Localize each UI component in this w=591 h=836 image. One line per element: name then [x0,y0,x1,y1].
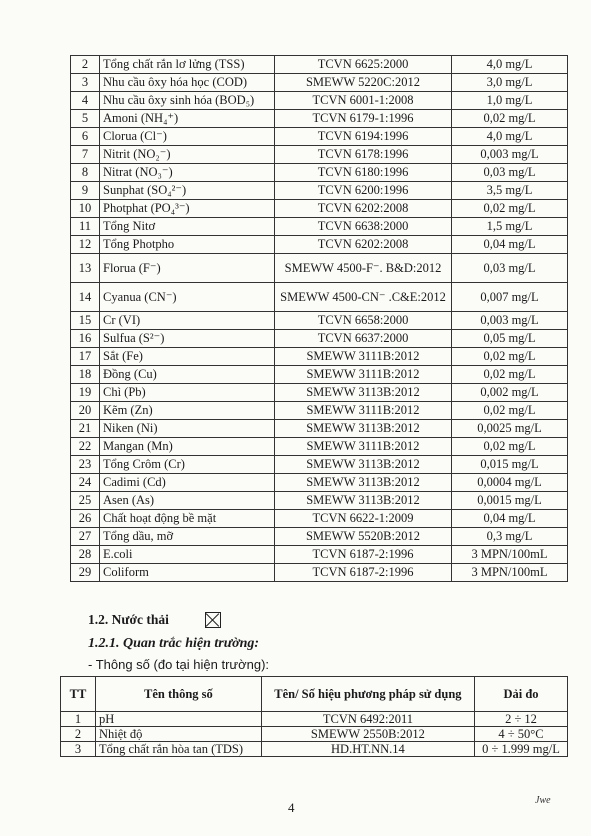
table-cell: 4 ÷ 50°C [475,727,568,742]
table-cell: 4 [71,92,100,110]
table-row [71,456,568,474]
table-cell: 23 [71,456,100,474]
checkbox-crossed [205,612,221,628]
table-cell: 5 [71,110,100,128]
table-cell: 21 [71,420,100,438]
table-cell: Chất hoạt động bề mặt [100,510,275,528]
table-cell: SMEWW 3111B:2012 [275,402,452,420]
table-cell: 6 [71,128,100,146]
table-row [71,492,568,510]
table-row [71,146,568,164]
table-cell: 3,5 mg/L [452,182,568,200]
table-row [71,510,568,528]
page-number: 4 [288,800,295,815]
table-cell: 3 MPN/100mL [452,564,568,582]
section-title: 1.2. Nước thải [88,612,169,627]
table-cell: Đồng (Cu) [100,366,275,384]
table-row [71,92,568,110]
table-row [71,420,568,438]
table-row [71,366,568,384]
table-cell: Clorua (Cl⁻) [100,128,275,146]
table-cell: Tổng Photpho [100,236,275,254]
table-row [71,384,568,402]
table-row [71,564,568,582]
table-row [71,74,568,92]
table-cell: TCVN 6638:2000 [275,218,452,236]
table-cell: TCVN 6187-2:1996 [275,546,452,564]
table-cell: TCVN 6658:2000 [275,312,452,330]
table-row [61,712,568,727]
table-cell: 4,0 mg/L [452,128,568,146]
table-cell: 1,5 mg/L [452,218,568,236]
table-cell: 0,02 mg/L [452,438,568,456]
table-cell: Cr (VI) [100,312,275,330]
table-cell: 0,3 mg/L [452,528,568,546]
table-cell: HD.HT.NN.14 [261,742,474,757]
table-cell: TCVN 6637:2000 [275,330,452,348]
table-cell: 0,02 mg/L [452,402,568,420]
table-cell: Chì (Pb) [100,384,275,402]
table-row [71,330,568,348]
table-row [71,218,568,236]
table-cell: 16 [71,330,100,348]
table-cell: Mangan (Mn) [100,438,275,456]
table-cell: Sulfua (S²⁻) [100,330,275,348]
table-cell: Cadimi (Cd) [100,474,275,492]
table-cell: Florua (F⁻) [100,254,275,283]
table-cell: 19 [71,384,100,402]
table-row [71,236,568,254]
initial-signature: Jwe [535,795,551,806]
table-cell: 7 [71,146,100,164]
subsection-title: 1.2.1. Quan trắc hiện trường: [88,636,260,651]
table-cell: SMEWW 5520B:2012 [275,528,452,546]
table-row [71,348,568,366]
table-cell: TCVN 6180:1996 [275,164,452,182]
table-cell: 24 [71,474,100,492]
table-cell: SMEWW 3111B:2012 [275,366,452,384]
table-cell: TCVN 6202:2008 [275,200,452,218]
table-cell: 0,003 mg/L [452,146,568,164]
table-row [71,312,568,330]
table-cell: SMEWW 2550B:2012 [261,727,474,742]
table-cell: 20 [71,402,100,420]
table-row [71,182,568,200]
table-cell: 0,02 mg/L [452,348,568,366]
table-row [71,474,568,492]
table-cell: 0,015 mg/L [452,456,568,474]
table-row [71,528,568,546]
table-row [71,164,568,182]
table-cell: pH [96,712,262,727]
table-cell: TCVN 6001-1:2008 [275,92,452,110]
table-cell: SMEWW 4500-F⁻. B&D:2012 [275,254,452,283]
table-cell: 18 [71,366,100,384]
table-cell: 8 [71,164,100,182]
table-cell: 26 [71,510,100,528]
table-cell: 0,03 mg/L [452,254,568,283]
table-cell: 0,02 mg/L [452,200,568,218]
table-row [71,402,568,420]
table-cell: Kẽm (Zn) [100,402,275,420]
table-row [71,254,568,283]
table-header-cell: Dải đo [475,677,568,712]
table-cell: Nitrat (NO₃⁻) [100,164,275,182]
table-cell: SMEWW 4500-CN⁻ .C&E:2012 [275,283,452,312]
table-cell: SMEWW 3113B:2012 [275,474,452,492]
table-cell: Tổng Crôm (Cr) [100,456,275,474]
table-cell: TCVN 6179-1:1996 [275,110,452,128]
table-cell: SMEWW 3113B:2012 [275,492,452,510]
table-cell: 0,003 mg/L [452,312,568,330]
table-cell: TCVN 6622-1:2009 [275,510,452,528]
table-row [61,742,568,757]
table-cell: 27 [71,528,100,546]
table-cell: 25 [71,492,100,510]
table-cell: 17 [71,348,100,366]
table-cell: SMEWW 3113B:2012 [275,384,452,402]
table-cell: 11 [71,218,100,236]
table-cell: 2 [61,727,96,742]
table-cell: 9 [71,182,100,200]
table-cell: 3 [71,74,100,92]
field-measurement-table [60,676,568,757]
table-header-cell: TT [61,677,96,712]
table-cell: 1,0 mg/L [452,92,568,110]
table-cell: SMEWW 5220C:2012 [275,74,452,92]
note-text: - Thông số (đo tại hiện trường): [88,657,270,672]
table-cell: 0,04 mg/L [452,510,568,528]
table-row [71,283,568,312]
table-cell: Asen (As) [100,492,275,510]
table-cell: Tổng dầu, mỡ [100,528,275,546]
table-cell: 0,007 mg/L [452,283,568,312]
table-row [71,546,568,564]
table-cell: Amoni (NH₄⁺) [100,110,275,128]
table-cell: 28 [71,546,100,564]
table-cell: 0,0025 mg/L [452,420,568,438]
table-cell: SMEWW 3113B:2012 [275,456,452,474]
table-cell: Nhiệt độ [96,727,262,742]
table-cell: 14 [71,283,100,312]
table-cell: 12 [71,236,100,254]
table-cell: 0,04 mg/L [452,236,568,254]
table-cell: 1 [61,712,96,727]
table-cell: 0,002 mg/L [452,384,568,402]
table-cell: Sunphat (SO₄²⁻) [100,182,275,200]
table-cell: 0,0004 mg/L [452,474,568,492]
table-cell: SMEWW 3111B:2012 [275,438,452,456]
table-cell: E.coli [100,546,275,564]
table-cell: 0 ÷ 1.999 mg/L [475,742,568,757]
table-cell: 4,0 mg/L [452,56,568,74]
table-cell: Photphat (PO₄³⁻) [100,200,275,218]
table-cell: TCVN 6178:1996 [275,146,452,164]
table-cell: TCVN 6194:1996 [275,128,452,146]
table-cell: Nitrit (NO₂⁻) [100,146,275,164]
table-cell: TCVN 6200:1996 [275,182,452,200]
table-header-cell: Tên/ Số hiệu phương pháp sử dụng [261,677,474,712]
table-row [71,200,568,218]
table-header-cell: Tên thông số [96,677,262,712]
table-cell: Nhu cầu ôxy sinh hóa (BOD₅) [100,92,275,110]
table-cell: SMEWW 3111B:2012 [275,348,452,366]
table-cell: TCVN 6202:2008 [275,236,452,254]
table-cell: Tổng chất rắn lơ lửng (TSS) [100,56,275,74]
table-cell: 3 MPN/100mL [452,546,568,564]
table-cell: 0,05 mg/L [452,330,568,348]
table-cell: 13 [71,254,100,283]
table-cell: 29 [71,564,100,582]
table-cell: Niken (Ni) [100,420,275,438]
table-cell: TCVN 6625:2000 [275,56,452,74]
table-cell: TCVN 6492:2011 [261,712,474,727]
table-cell: 22 [71,438,100,456]
table-cell: 15 [71,312,100,330]
table-cell: 0,02 mg/L [452,110,568,128]
table-cell: 3,0 mg/L [452,74,568,92]
table-cell: Sắt (Fe) [100,348,275,366]
table-cell: 0,02 mg/L [452,366,568,384]
table-cell: SMEWW 3113B:2012 [275,420,452,438]
table-cell: 3 [61,742,96,757]
parameters-table [70,55,568,582]
table-cell: 2 ÷ 12 [475,712,568,727]
table-row [61,727,568,742]
table-cell: Coliform [100,564,275,582]
table-cell: TCVN 6187-2:1996 [275,564,452,582]
table-cell: 2 [71,56,100,74]
table-row [71,56,568,74]
table-cell: Tổng Nitơ [100,218,275,236]
table-cell: 0,0015 mg/L [452,492,568,510]
table-row [71,110,568,128]
table-cell: 0,03 mg/L [452,164,568,182]
table-cell: Nhu cầu ôxy hóa học (COD) [100,74,275,92]
table-cell: Cyanua (CN⁻) [100,283,275,312]
table-row [71,438,568,456]
table-cell: Tổng chất rắn hòa tan (TDS) [96,742,262,757]
table-row [71,128,568,146]
table-cell: 10 [71,200,100,218]
